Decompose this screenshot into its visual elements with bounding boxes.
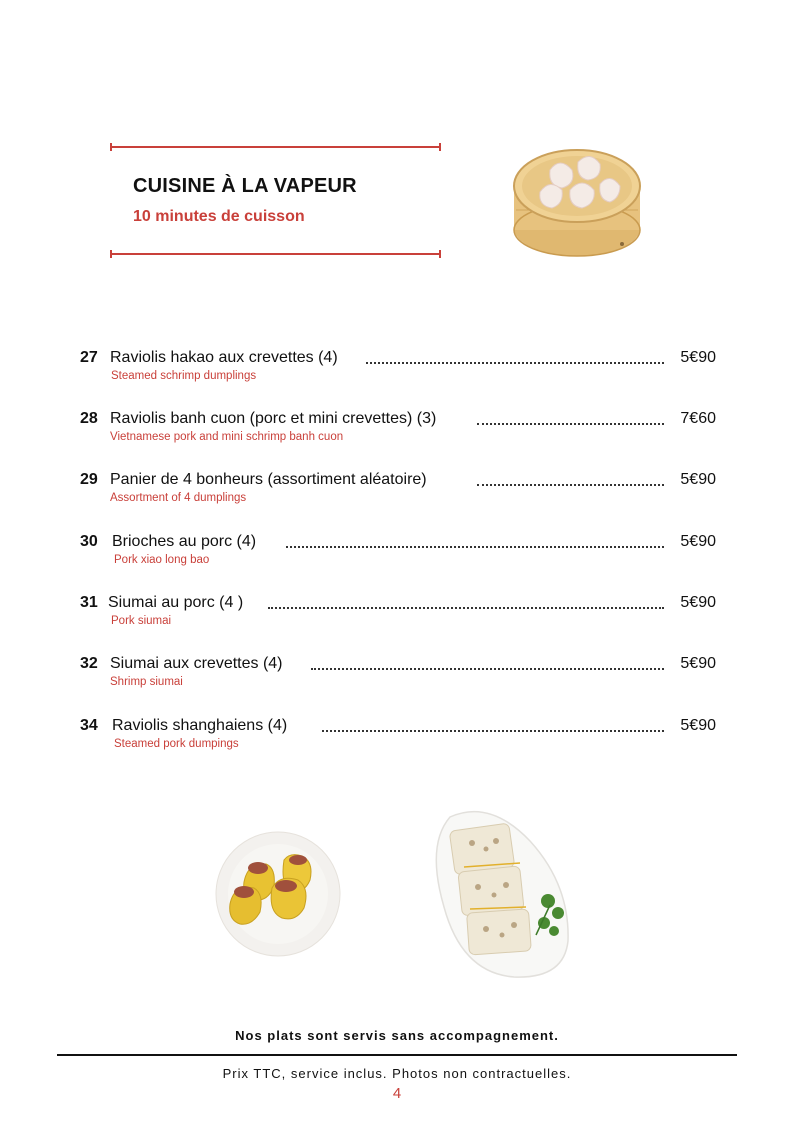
item-number: 31 bbox=[80, 594, 98, 611]
item-name: Brioches au porc (4) bbox=[112, 533, 257, 550]
item-translation: Steamed schrimp dumplings bbox=[111, 370, 257, 382]
dot-leader bbox=[311, 668, 664, 670]
item-name: Siumai au porc (4 ) bbox=[108, 594, 244, 611]
item-name: Raviolis banh cuon (porc et mini crevettes) (3) bbox=[110, 410, 437, 427]
menu-item bbox=[80, 349, 716, 389]
item-translation: Assortment of 4 dumplings bbox=[110, 492, 247, 504]
menu-item bbox=[80, 471, 716, 511]
item-price: 5€90 bbox=[680, 349, 716, 366]
item-translation: Pork siumai bbox=[111, 615, 172, 627]
header-top-rule bbox=[110, 146, 441, 148]
item-translation: Pork xiao long bao bbox=[114, 554, 210, 566]
header-bottom-rule bbox=[110, 253, 441, 255]
section-subtitle: 10 minutes de cuisson bbox=[133, 208, 305, 225]
item-price: 5€90 bbox=[680, 594, 716, 611]
menu-item bbox=[80, 594, 716, 634]
item-name: Siumai aux crevettes (4) bbox=[110, 655, 283, 672]
item-name: Raviolis hakao aux crevettes (4) bbox=[110, 349, 338, 366]
siumai-plate-image bbox=[214, 830, 342, 958]
item-number: 27 bbox=[80, 349, 98, 366]
steamer-basket-image bbox=[508, 140, 646, 260]
dot-leader bbox=[477, 423, 664, 425]
item-translation: Vietnamese pork and mini schrimp banh cuon bbox=[110, 431, 344, 443]
section-title: CUISINE À LA VAPEUR bbox=[133, 175, 357, 197]
item-number: 30 bbox=[80, 533, 98, 550]
page-number: 4 bbox=[392, 1085, 402, 1102]
item-price: 5€90 bbox=[680, 717, 716, 734]
menu-item bbox=[80, 410, 716, 450]
item-number: 29 bbox=[80, 471, 98, 488]
dot-leader bbox=[286, 546, 664, 548]
item-name: Raviolis shanghaiens (4) bbox=[112, 717, 288, 734]
item-translation: Shrimp siumai bbox=[110, 676, 183, 688]
item-name: Panier de 4 bonheurs (assortiment aléatoire) bbox=[110, 471, 427, 488]
item-price: 5€90 bbox=[680, 655, 716, 672]
item-number: 28 bbox=[80, 410, 98, 427]
item-price: 5€90 bbox=[680, 533, 716, 550]
menu-item bbox=[80, 655, 716, 695]
footer-legal: Prix TTC, service inclus. Photos non contractuelles. bbox=[222, 1066, 572, 1081]
banh-cuon-plate-image bbox=[430, 805, 580, 980]
footer-rule bbox=[57, 1054, 737, 1056]
item-number: 34 bbox=[80, 717, 98, 734]
dot-leader bbox=[268, 607, 664, 609]
item-price: 7€60 bbox=[680, 410, 716, 427]
menu-item bbox=[80, 533, 716, 573]
item-number: 32 bbox=[80, 655, 98, 672]
dot-leader bbox=[477, 484, 664, 486]
menu-item bbox=[80, 717, 716, 757]
footer-note: Nos plats sont servis sans accompagnement. bbox=[235, 1028, 559, 1043]
item-price: 5€90 bbox=[680, 471, 716, 488]
dot-leader bbox=[366, 362, 664, 364]
dot-leader bbox=[322, 730, 664, 732]
item-translation: Steamed pork dumpings bbox=[114, 738, 239, 750]
